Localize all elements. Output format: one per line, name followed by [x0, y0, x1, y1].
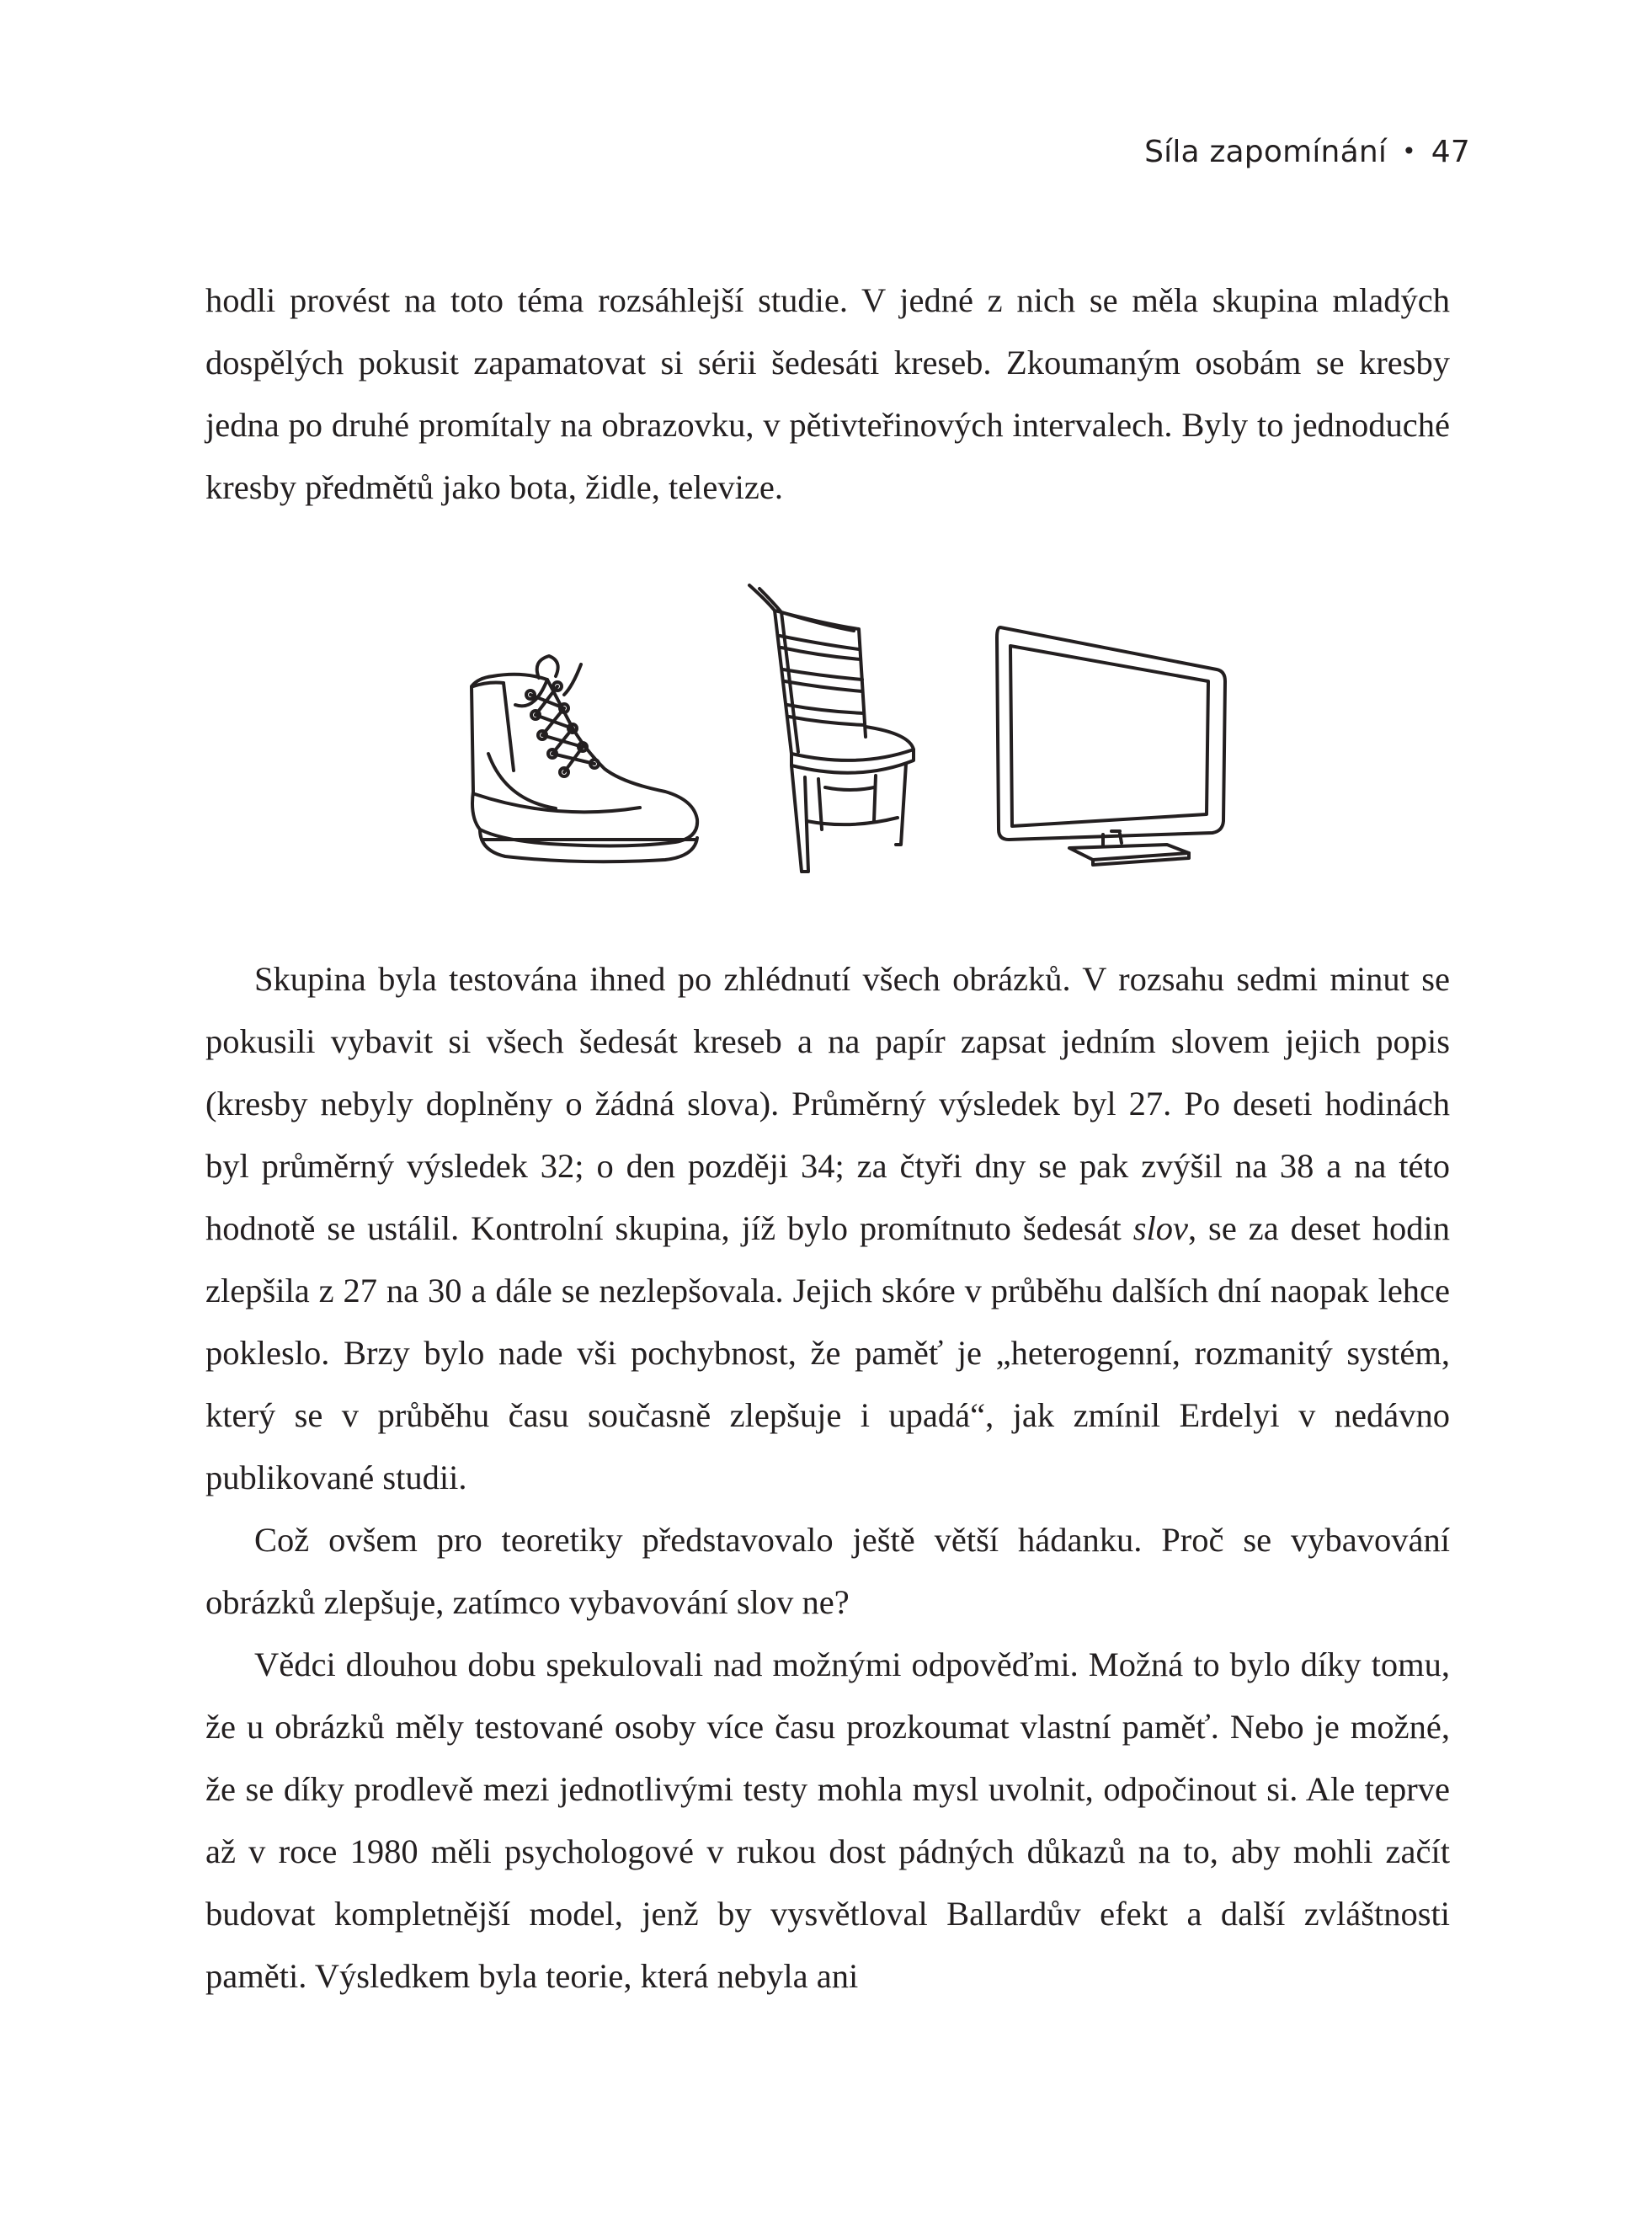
boot-icon [455, 627, 707, 872]
television-icon [994, 619, 1229, 872]
figure-boot-chair-tv [455, 577, 1229, 888]
paragraph-experiment-results [205, 948, 1450, 1509]
chapter-title: Síla zapomínání [1144, 135, 1388, 169]
page-number: 47 [1431, 135, 1470, 169]
chair-icon [741, 577, 935, 876]
body-text-top [205, 269, 1450, 519]
body-text-bottom [205, 948, 1450, 2008]
paragraph-2-part1: Skupina byla testována ihned po zhlédnutí všech obrázků. V rozsahu sedmi minut se pokusili vybavit si všech šedesát kreseb a na papír zapsat jedním slovem jejich popis (kresby nebyly doplněny o žádná slova). Průměrný výsledek byl 27. Po deseti hodinách byl průměrný výsledek 32; o den později 34; za čtyři dny se pak zvýšil na 38 a na této hodnotě se ustálil. Kontrolní skupina, jíž bylo promítnuto šedesát [205, 960, 1450, 1247]
paragraph-continued: hodli provést na toto téma rozsáhlejší studie. V jedné z nich se měla skupina mladých dospělých pokusit zapamatovat si sérii šedesáti kreseb. Zkoumaným osobám se kresby jedna po druhé promítaly na obrazovku, v pětivteřinových intervalech. Byly to jednoduché kresby předmětů jako bota, židle, televize. [205, 281, 1450, 506]
paragraph-puzzle: Což ovšem pro teoretiky představovalo ještě větší hádanku. Proč se vybavování obrázků zlepšuje, zatímco vybavování slov ne? [205, 1521, 1450, 1621]
header-separator: • [1402, 137, 1416, 165]
emphasis-slov: slov [1132, 1209, 1188, 1247]
paragraph-speculation: Vědci dlouhou dobu spekulovali nad možnými odpověďmi. Možná to bylo díky tomu, že u obrázků měly testované osoby více času prozkoumat vlastní paměť. Nebo je možné, že se díky prodlevě mezi jednotlivými testy mohla mysl uvolnit, odpočinout si. Ale teprve až v roce 1980 měli psychologové v rukou dost pádných důkazů na to, aby mohli začít budovat kompletnější model, jenž by vysvětloval Ballardův efekt a další zvláštnosti paměti. Výsledkem byla teorie, která nebyla ani [205, 1645, 1450, 1995]
paragraph-2-part2: , se za deset hodin zlepšila z 27 na 30 a dále se nezlepšovala. Jejich skóre v průběhu dalších dní naopak lehce pokleslo. Brzy bylo nade vši pochybnost, že paměť je „heterogenní, rozmanitý systém, který se v průběhu času současně zlepšuje i upadá“, jak zmínil Erdelyi v nedávno publikované studii. [205, 1209, 1451, 1496]
running-header [1144, 135, 1470, 169]
